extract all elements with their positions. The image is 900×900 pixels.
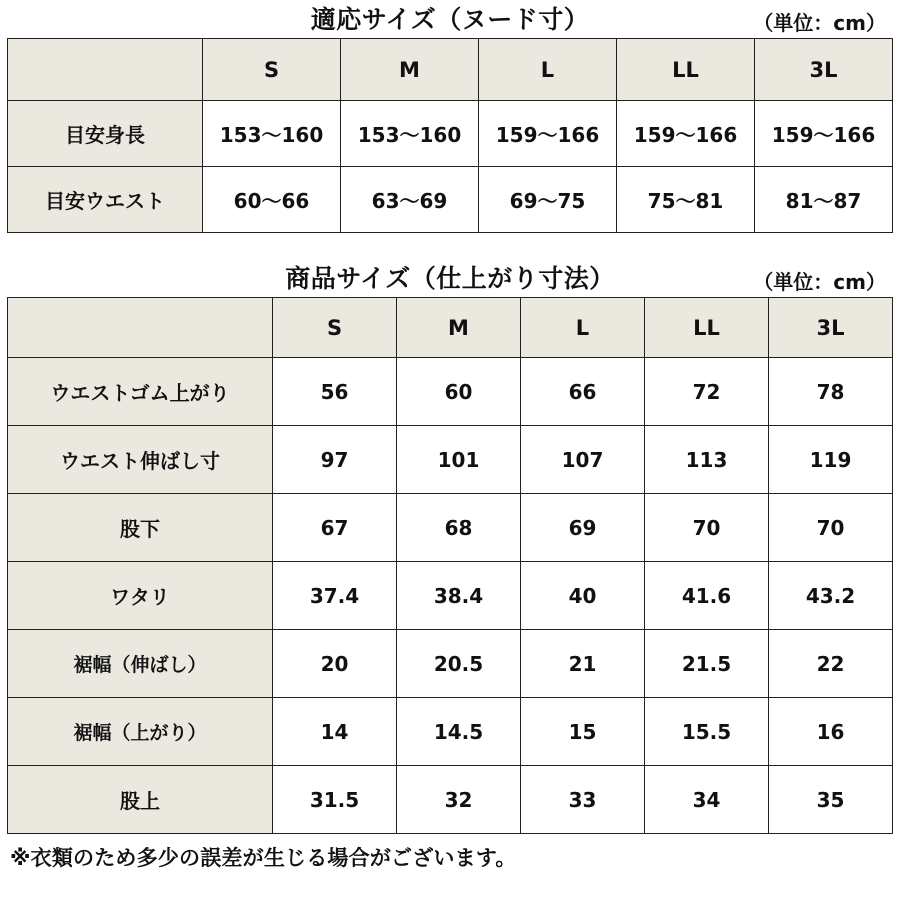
product-cell-3-3: 41.6 (645, 562, 769, 630)
product-cell-4-2: 21 (521, 630, 645, 698)
product-size-header-s: S (273, 298, 397, 358)
product-cell-3-4: 43.2 (769, 562, 893, 630)
fit-cell-0-4: 159〜166 (755, 101, 893, 167)
table-row (8, 562, 893, 630)
product-cell-6-0: 31.5 (273, 766, 397, 834)
product-cell-6-1: 32 (397, 766, 521, 834)
product-cell-2-3: 70 (645, 494, 769, 562)
fit-table-title: 適応サイズ（ヌード寸） (310, 5, 590, 34)
table-row (8, 630, 893, 698)
fit-size-table (7, 38, 893, 233)
product-cell-0-2: 66 (521, 358, 645, 426)
product-row-label-0: ウエストゴム上がり (8, 358, 273, 426)
fit-table-caption (0, 0, 900, 38)
product-size-header-ll: LL (645, 298, 769, 358)
product-cell-3-2: 40 (521, 562, 645, 630)
product-cell-1-1: 101 (397, 426, 521, 494)
product-corner-cell (8, 298, 273, 358)
fit-row-label-1: 目安ウエスト (8, 167, 203, 233)
footnote: ※衣類のため多少の誤差が生じる場合がございます。 (10, 846, 517, 870)
fit-cell-0-3: 159〜166 (617, 101, 755, 167)
fit-size-header-s: S (203, 39, 341, 101)
fit-size-header-3l: 3L (755, 39, 893, 101)
product-cell-4-1: 20.5 (397, 630, 521, 698)
product-cell-1-3: 113 (645, 426, 769, 494)
table-header-row (8, 298, 893, 358)
table-row (8, 426, 893, 494)
product-table-caption (0, 259, 900, 297)
product-cell-0-0: 56 (273, 358, 397, 426)
product-cell-2-0: 67 (273, 494, 397, 562)
table-row (8, 101, 893, 167)
fit-table-unit: （単位：cm） (753, 11, 886, 35)
product-cell-6-2: 33 (521, 766, 645, 834)
product-cell-1-2: 107 (521, 426, 645, 494)
product-cell-5-4: 16 (769, 698, 893, 766)
fit-cell-1-1: 63〜69 (341, 167, 479, 233)
product-size-header-3l: 3L (769, 298, 893, 358)
product-cell-2-4: 70 (769, 494, 893, 562)
product-cell-1-4: 119 (769, 426, 893, 494)
product-size-table (7, 297, 893, 834)
fit-cell-0-2: 159〜166 (479, 101, 617, 167)
table-row (8, 167, 893, 233)
product-size-header-l: L (521, 298, 645, 358)
product-cell-5-1: 14.5 (397, 698, 521, 766)
fit-size-header-m: M (341, 39, 479, 101)
product-cell-5-2: 15 (521, 698, 645, 766)
product-cell-5-3: 15.5 (645, 698, 769, 766)
product-cell-4-4: 22 (769, 630, 893, 698)
product-cell-4-0: 20 (273, 630, 397, 698)
product-table-title: 商品サイズ（仕上がり寸法） (285, 264, 615, 293)
table-row (8, 766, 893, 834)
fit-corner-cell (8, 39, 203, 101)
fit-cell-1-2: 69〜75 (479, 167, 617, 233)
product-row-label-1: ウエスト伸ばし寸 (8, 426, 273, 494)
product-row-label-3: ワタリ (8, 562, 273, 630)
product-cell-6-4: 35 (769, 766, 893, 834)
product-cell-6-3: 34 (645, 766, 769, 834)
fit-cell-1-3: 75〜81 (617, 167, 755, 233)
product-cell-0-4: 78 (769, 358, 893, 426)
fit-cell-1-4: 81〜87 (755, 167, 893, 233)
table-header-row (8, 39, 893, 101)
product-cell-0-1: 60 (397, 358, 521, 426)
product-cell-2-1: 68 (397, 494, 521, 562)
fit-cell-1-0: 60〜66 (203, 167, 341, 233)
product-cell-0-3: 72 (645, 358, 769, 426)
product-size-header-m: M (397, 298, 521, 358)
fit-cell-0-0: 153〜160 (203, 101, 341, 167)
product-cell-3-1: 38.4 (397, 562, 521, 630)
product-row-label-4: 裾幅（伸ばし） (8, 630, 273, 698)
product-table-unit: （単位：cm） (753, 270, 886, 294)
table-row (8, 494, 893, 562)
product-cell-3-0: 37.4 (273, 562, 397, 630)
fit-row-label-0: 目安身長 (8, 101, 203, 167)
section-spacer (0, 233, 900, 259)
fit-size-header-ll: LL (617, 39, 755, 101)
fit-cell-0-1: 153〜160 (341, 101, 479, 167)
product-cell-2-2: 69 (521, 494, 645, 562)
product-row-label-6: 股上 (8, 766, 273, 834)
product-cell-1-0: 97 (273, 426, 397, 494)
product-cell-5-0: 14 (273, 698, 397, 766)
product-cell-4-3: 21.5 (645, 630, 769, 698)
table-row (8, 358, 893, 426)
table-row (8, 698, 893, 766)
product-row-label-2: 股下 (8, 494, 273, 562)
product-row-label-5: 裾幅（上がり） (8, 698, 273, 766)
fit-size-header-l: L (479, 39, 617, 101)
